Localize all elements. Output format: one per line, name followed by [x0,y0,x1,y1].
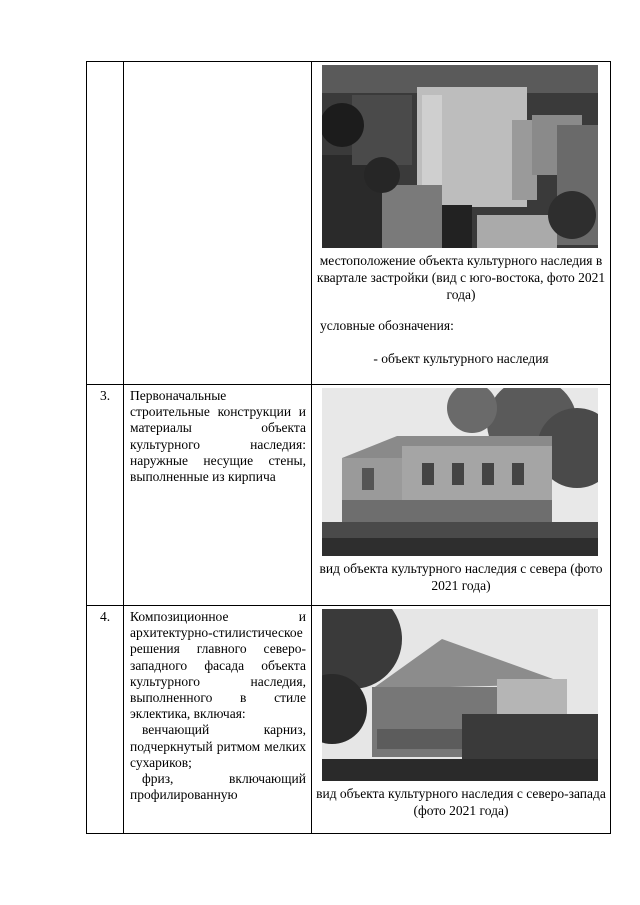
legend-title: условные обозначения: [320,318,454,333]
aerial-photo [322,65,598,248]
heritage-table [86,61,611,834]
row-image-cell [312,62,611,385]
row-description-cell [124,62,312,385]
legend-item: - объект культурного наследия [373,351,549,366]
table-row [87,62,611,385]
photo-caption: вид объекта культурного наследия с севера (фото 2021 года) [319,561,603,593]
row-description-cell: Первоначальные строительные конструкции и материалы объекта культурного наследия: наружные несущие стены, выполненные из кирпича [124,385,312,606]
description-item: фриз, включающий профилированную [130,771,306,803]
north-view-photo [322,388,598,556]
row-number-cell: 4. [87,606,124,834]
photo-caption: местоположение объекта культурного наследия в квартале застройки (вид с юго-востока, фото 2021 года) [316,253,606,302]
northwest-view-photo [322,609,598,781]
row-description-cell [124,606,312,834]
table-row [87,606,611,834]
description-item: венчающий карниз, подчеркнутый ритмом мелких сухариков; [130,722,306,770]
table-row [87,385,611,606]
photo-caption: вид объекта культурного наследия с северо-запада (фото 2021 года) [316,786,606,818]
row-number-cell: 3. [87,385,124,606]
description-intro: Композиционное и архитектурно-стилистическое решения главного северо-западного фасада объекта культурного наследия, выполненного в стиле эклектика, включая: [130,609,306,722]
row-number-cell [87,62,124,385]
row-image-cell [312,385,611,606]
row-image-cell [312,606,611,834]
